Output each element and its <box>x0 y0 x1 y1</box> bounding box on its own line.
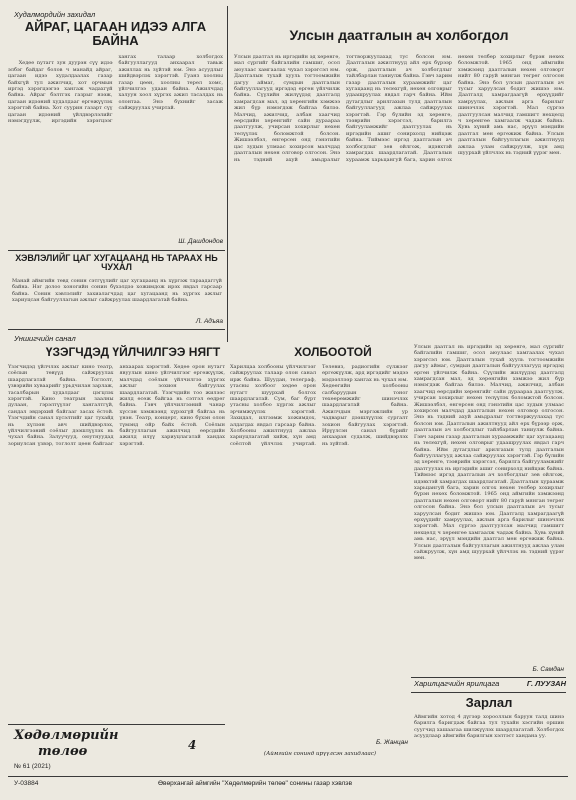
article-text: Гуанз хоолны газар цөөн, хоолны төрөл хомс, үйлчилгээ удаан байна. Ажилчдад халуун хоол хүргэх ажил тасалдах нь олонтаа. Энэ бүхнийг засаж сайжруулах учиртай. <box>118 73 225 112</box>
article-title: АЙРАГ, ЦАГААН ИДЭЭ АЛГА БАЙНА <box>24 19 207 48</box>
masthead-name: Хөдөлмөрийн <box>14 728 119 743</box>
masthead-name: төлөө <box>38 744 88 759</box>
notice-label: Харилцагчийн ярилцага <box>414 679 500 688</box>
notice-author: Г. ЛУУЗАН <box>526 679 566 688</box>
article-body: Үзэгчидэд үйлчлэх ажлыг кино театр, соёлын төвүүд сайжруулах шаардлагатай байна. Тоглолт, үзвэрийн хуваарийг урьдчилан зарлаж, тасалбарын худалдааг цэгцлэх хэрэгтэй. Кино театрын заалны дулаан, гэрэлтүүлэг хангалтгүй, сандал эвдэрхий байгааг засах ёстой. Үзэгчдийн санал хүсэлтийг цаг тухайд нь хүлээн авч шийдвэрлэх, үйлчилгээний соёлыг дээшлүүлэх нь чухал байна. Залуучууд, оюутнуудад зориулсан үзвэр, тоглолт цөөн байгааг анхаарах хэрэгтэй. Хөдөө орон нутагт явуулын кино үйлчилгээг өргөжүүлж, малчдад соёлын үйлчилгээ хүргэх ажлыг зохион байгуулах шаардлагатай. Үзэгчдийн тоо жилээс жилд өсөж байгаа нь сэтгэл өөдрөг байна. Гэвч үйлчилгээний чанар хүссэн хэмжээнд хүрэхгүй байгаа нь үнэн. Театр, концерт, кино бүхэн олон түмэнд ойр байх ёстой. Соёлын байгууллагын ажилчид өөрсдийн ажилд илүү хариуцлагатай хандах хэрэгтэй. <box>8 364 227 447</box>
article-text: Хедее nyтагт зун дуурэн сүү идээ элбэг байдаг болов ч манайд айраг, цагаан идээ худалдаалах газар байхгүй тул ажилчид, хот орчмын иргэд хэрэгцээгээ хангаж чадахгүй байна. Айраг бэлтгэх газрыг нээж, цагаан идээний худалдааг өргөжүүлэх хэрэгтэй байна. Хот суурин газарт сүү цагаан идээний үйлдвэрлэлийг нэмэгдүүлж, иргэдийн хэрэгцээг хангах талаар холбогдох байгууллагууд анхаарал тавьж ажиллах нь зүйтэй юм. Энэ асуудлыг шийдвэрлэх хэрэгтэй. <box>8 54 225 125</box>
issue-number: № 61 (2021) <box>14 763 51 770</box>
article-body <box>8 54 223 236</box>
signature: Б. Самдан <box>532 666 564 673</box>
article-body: Харилцаа холбооны үйлчилгээг сайжруулах талаар олон санал ирж байна. Шуудан, телеграф, утасны холбоог хөдөө орон нутагт шуурхай болгох шаардлагатай. Сум, баг бүрт утасны холбоо хүргэх ажлыг эрчимжүүлэх хэрэгтэй. Захидал, илгээмж хожимдох, алдагдах явдал гарсаар байна. Холбооны ажилтнууд ажлаа хариуцлагатай хийж, хүн амд соёлтой үйлчлэх учиртай. Телевиз, радиогийн сүлжээг өргөжүүлж, ард иргэдийг мэдээ мэдээллээр хангах нь чухал юм. Хөдөөгийн холбооны салбаруудын тоног төхөөрөмжийг шинэчлэх шаардлагатай байна. Ажилчдын мэргэжлийн ур чадварыг дээшлүүлэх сургалт зохион байгуулах хэрэгтэй. Ирүүлсэн санал бүрийг анхааран судалж, шийдвэрлэх нь зүйтэй. <box>230 364 410 447</box>
notice-header <box>414 679 566 689</box>
page-number: 4 <box>188 738 197 752</box>
divider <box>8 724 225 725</box>
section-label: Худалмордийн захидал <box>14 10 96 19</box>
newspaper-page <box>8 6 568 794</box>
section-label: Уншигчийн санал <box>14 334 76 343</box>
article-text: Улсын даатгал нь иргэдийн эд хөрөнгө, мал сүргийг байгалийн гамшиг, осол аюулаас хамгаалах чухал хэрэгсэл юм. Даатгалын тухай хууль тогтоомжийн дагуу аймаг, сумдын даатгалын байгууллагууд иргэдэд өргөн үйлчилж байна. Сүүлийн жилүүдэд даатгалд хамрагдсан мал, эд хөрөнгийн хэмжээ жил бүр нэмэгдэж байгаа билээ. Малчид, ажилчид, албан хаагчид өөрсдийн хөрөнгийг сайн дураараа даатгуулж, учирсан хохирлыг нөхөн төлүүлэх боломжтой болсон. Жишээлбэл, өнгөрсөн онд гэнэтийн цас зудын улмаас хохирсон малчдад даатгалын нөхөн олговор олгосон. Энэ нь тэдний ахуй амьдралыг тогтворжуулахад тус болсон юм. Даатгалын ажилтнууд айл өрх бүрээр орж, даатгалын ач холбогдлыг тайлбарлан таниулж байна. Гэвч зарим газар даатгалын хураамжийг цаг хугацаанд нь төлөхгүй, нөхөн олговрыг удаашруулах явдал гарч байна. Ийм дутагдлыг арилгахын тулд даатгалын байгууллагууд ажлаа сайжруулах хэрэгтэй. Гэр бүлийн эд хөрөнгө, тээврийн хэрэгсэл, барилга байгууламжийг даатгуулах нь иргэдийн ашиг сонирхолд нийцэж байна. Тиймээс иргэд даатгалын ач холбогдлыг зөв ойлгож, идэвхтэй хамрагдах шаардлагатай. Даатгалын хураамж харьцангуй бага, харин олгох нөхөн төлбөр хохирлыг бүрэн нөхөх боломжтой. 1965 онд аймгийн хэмжээнд даатгалын нөхөн олговорт нийт 80 гаруй мянган төгрөг олгосон байна. Энэ бол улсын даатгалын ач тусыг харуулсан бодит жишээ юм. Даатгалд хамрагдаагүй өрхүүдийг хамруулах, ажлын арга барилыг шинэчлэх хэрэгтэй. Мал сүргээ даатгуулсан малчид гамшигт нөхцөлд ч хөрөнгөө хамгаалж чадаж байна. Хувь хүний амь нас, эрүүл мэндийн даатгал мөн өргөжиж байна. Улсын даатгалын байгууллагын ажилтнууд ажлаа улам сайжруулж, хүн амд шуурхай үйлчлэх нь тэдний үүрэг мөн. <box>414 344 566 562</box>
article-body: Манай аймгийн төвд сонин сэтгүүлийг цаг хугацаанд нь хүргэж тараадаггүй байна. Нэг долоо хоногийн сонин бүхэлдээ хожимдож ирэх явдал гарсаар байна. Сонин хэвлэлийг захиалагчдад цаг хугацаанд нь хүргэх ажлыг хариуцсан байгууллагын ажлыг сайжруулах шаардлагатай байна. <box>12 278 224 304</box>
article-body: Улсын даатгал нь иргэдийн эд хөрөнгө, мал сүргийг байгалийн гамшиг, осол аюулаас хамгаалах чухал хэрэгсэл юм. Даатгалын тухай хууль тогтоомжийн дагуу аймаг, сумдын даатгалын байгууллагууд иргэдэд өргөн үйлчилж байна. Сүүлийн жилүүдэд даатгалд хамрагдсан мал, эд хөрөнгийн хэмжээ жил бүр нэмэгдэж байгаа билээ. Малчид, ажилчид, албан хаагчид өөрсдийн хөрөнгийг сайн дураараа даатгуулж, учирсан хохирлыг нөхөн төлүүлэх боломжтой болсон. Жишээлбэл, өнгөрсөн онд гэнэтийн цас зудын улмаас хохирсон малчдад даатгалын нөхөн олговор олгосон. Энэ нь тэдний ахуй амьдралыг тогтворжуулахад тус болсон юм. Даатгалын ажилтнууд айл өрх бүрээр орж, даатгалын ач холбогдлыг тайлбарлан таниулж байна. Гэвч зарим газар даатгалын хураамжийг цаг хугацаанд нь төлөхгүй, нөхөн олговрыг удаашруулах явдал гарч байна. Ийм дутагдлыг арилгахын тулд даатгалын байгууллагууд ажлаа сайжруулах хэрэгтэй. Гэр бүлийн эд хөрөнгө, тээврийн хэрэгсэл, барилга байгууламжийг даатгуулах нь иргэдийн ашиг сонирхолд нийцэж байна. Тиймээс иргэд даатгалын ач холбогдлыг зөв ойлгож, идэвхтэй хамрагдах шаардлагатай. Даатгалын хураамж харьцангуй бага, харин олгох нөхөн төлбөр хохирлыг бүрэн нөхөх боломжтой. 1965 онд аймгийн хэмжээнд даатгалын нөхөн олговорт нийт 80 гаруй мянган төгрөг олгосон байна. Энэ бол улсын даатгалын ач тусыг харуулсан бодит жишээ юм. Даатгалд хамрагдаагүй өрхүүдийг хамруулах, ажлын арга барилыг шинэчлэх хэрэгтэй. Мал сүргээ даатгуулсан малчид гамшигт нөхцөлд ч хөрөнгөө хамгаалж чадаж байна. Хувь хүний амь нас, эрүүл мэндийн даатгал мөн өргөжиж байна. Улсын даатгалын байгууллагын ажилтнууд ажлаа улам сайжруулж, хүн амд шуурхай үйлчлэх нь тэдний үүрэг мөн. <box>234 54 566 163</box>
signature: Ш. Дашдондов <box>178 238 223 245</box>
source-note: (Аймгийн сонинд ирүүлсэн захидлаас) <box>263 751 377 757</box>
column-divider <box>227 6 228 342</box>
notice-body: Аймгийн хотод 4 дүгээр хорооллын баруун талд шинэ барилга баригдаж байгаа тул тухайн хэсгийн оршин суугчид хашаагаа шилжүүлэх шаардлагатай. Холбогдох асуудлаар аймгийн барилгын хэлтэст хандана уу. <box>414 714 566 740</box>
divider <box>411 677 566 678</box>
signature: Л. Адъяа <box>195 318 223 325</box>
divider <box>8 250 225 251</box>
article-title: ХЭВЛЭЛИЙГ ЦАГ ХУГАЦААНД НЬ ТАРААХ НЬ ЧУХАЛ <box>15 253 218 273</box>
divider <box>411 692 566 693</box>
print-code: У-03884 <box>14 780 39 787</box>
publisher-line: Өвөрхангай аймгийн "Хөдөлмөрийн төлөө" сонины газар хэвлэв <box>158 780 353 787</box>
signature: Б. Жанцан <box>376 739 408 746</box>
article-title: ҮЗЭГЧДЭД ҮЙЛЧИЛГЭЭ НЯГТ <box>45 345 221 359</box>
article-title: Улсын даатгалын ач холбогдол <box>289 27 509 43</box>
article-body-continued <box>414 344 564 664</box>
divider <box>8 329 225 330</box>
notice-title: Зарлал <box>465 695 513 710</box>
article-title: ХОЛБООТОЙ <box>294 345 372 359</box>
footer-rule <box>8 776 568 777</box>
